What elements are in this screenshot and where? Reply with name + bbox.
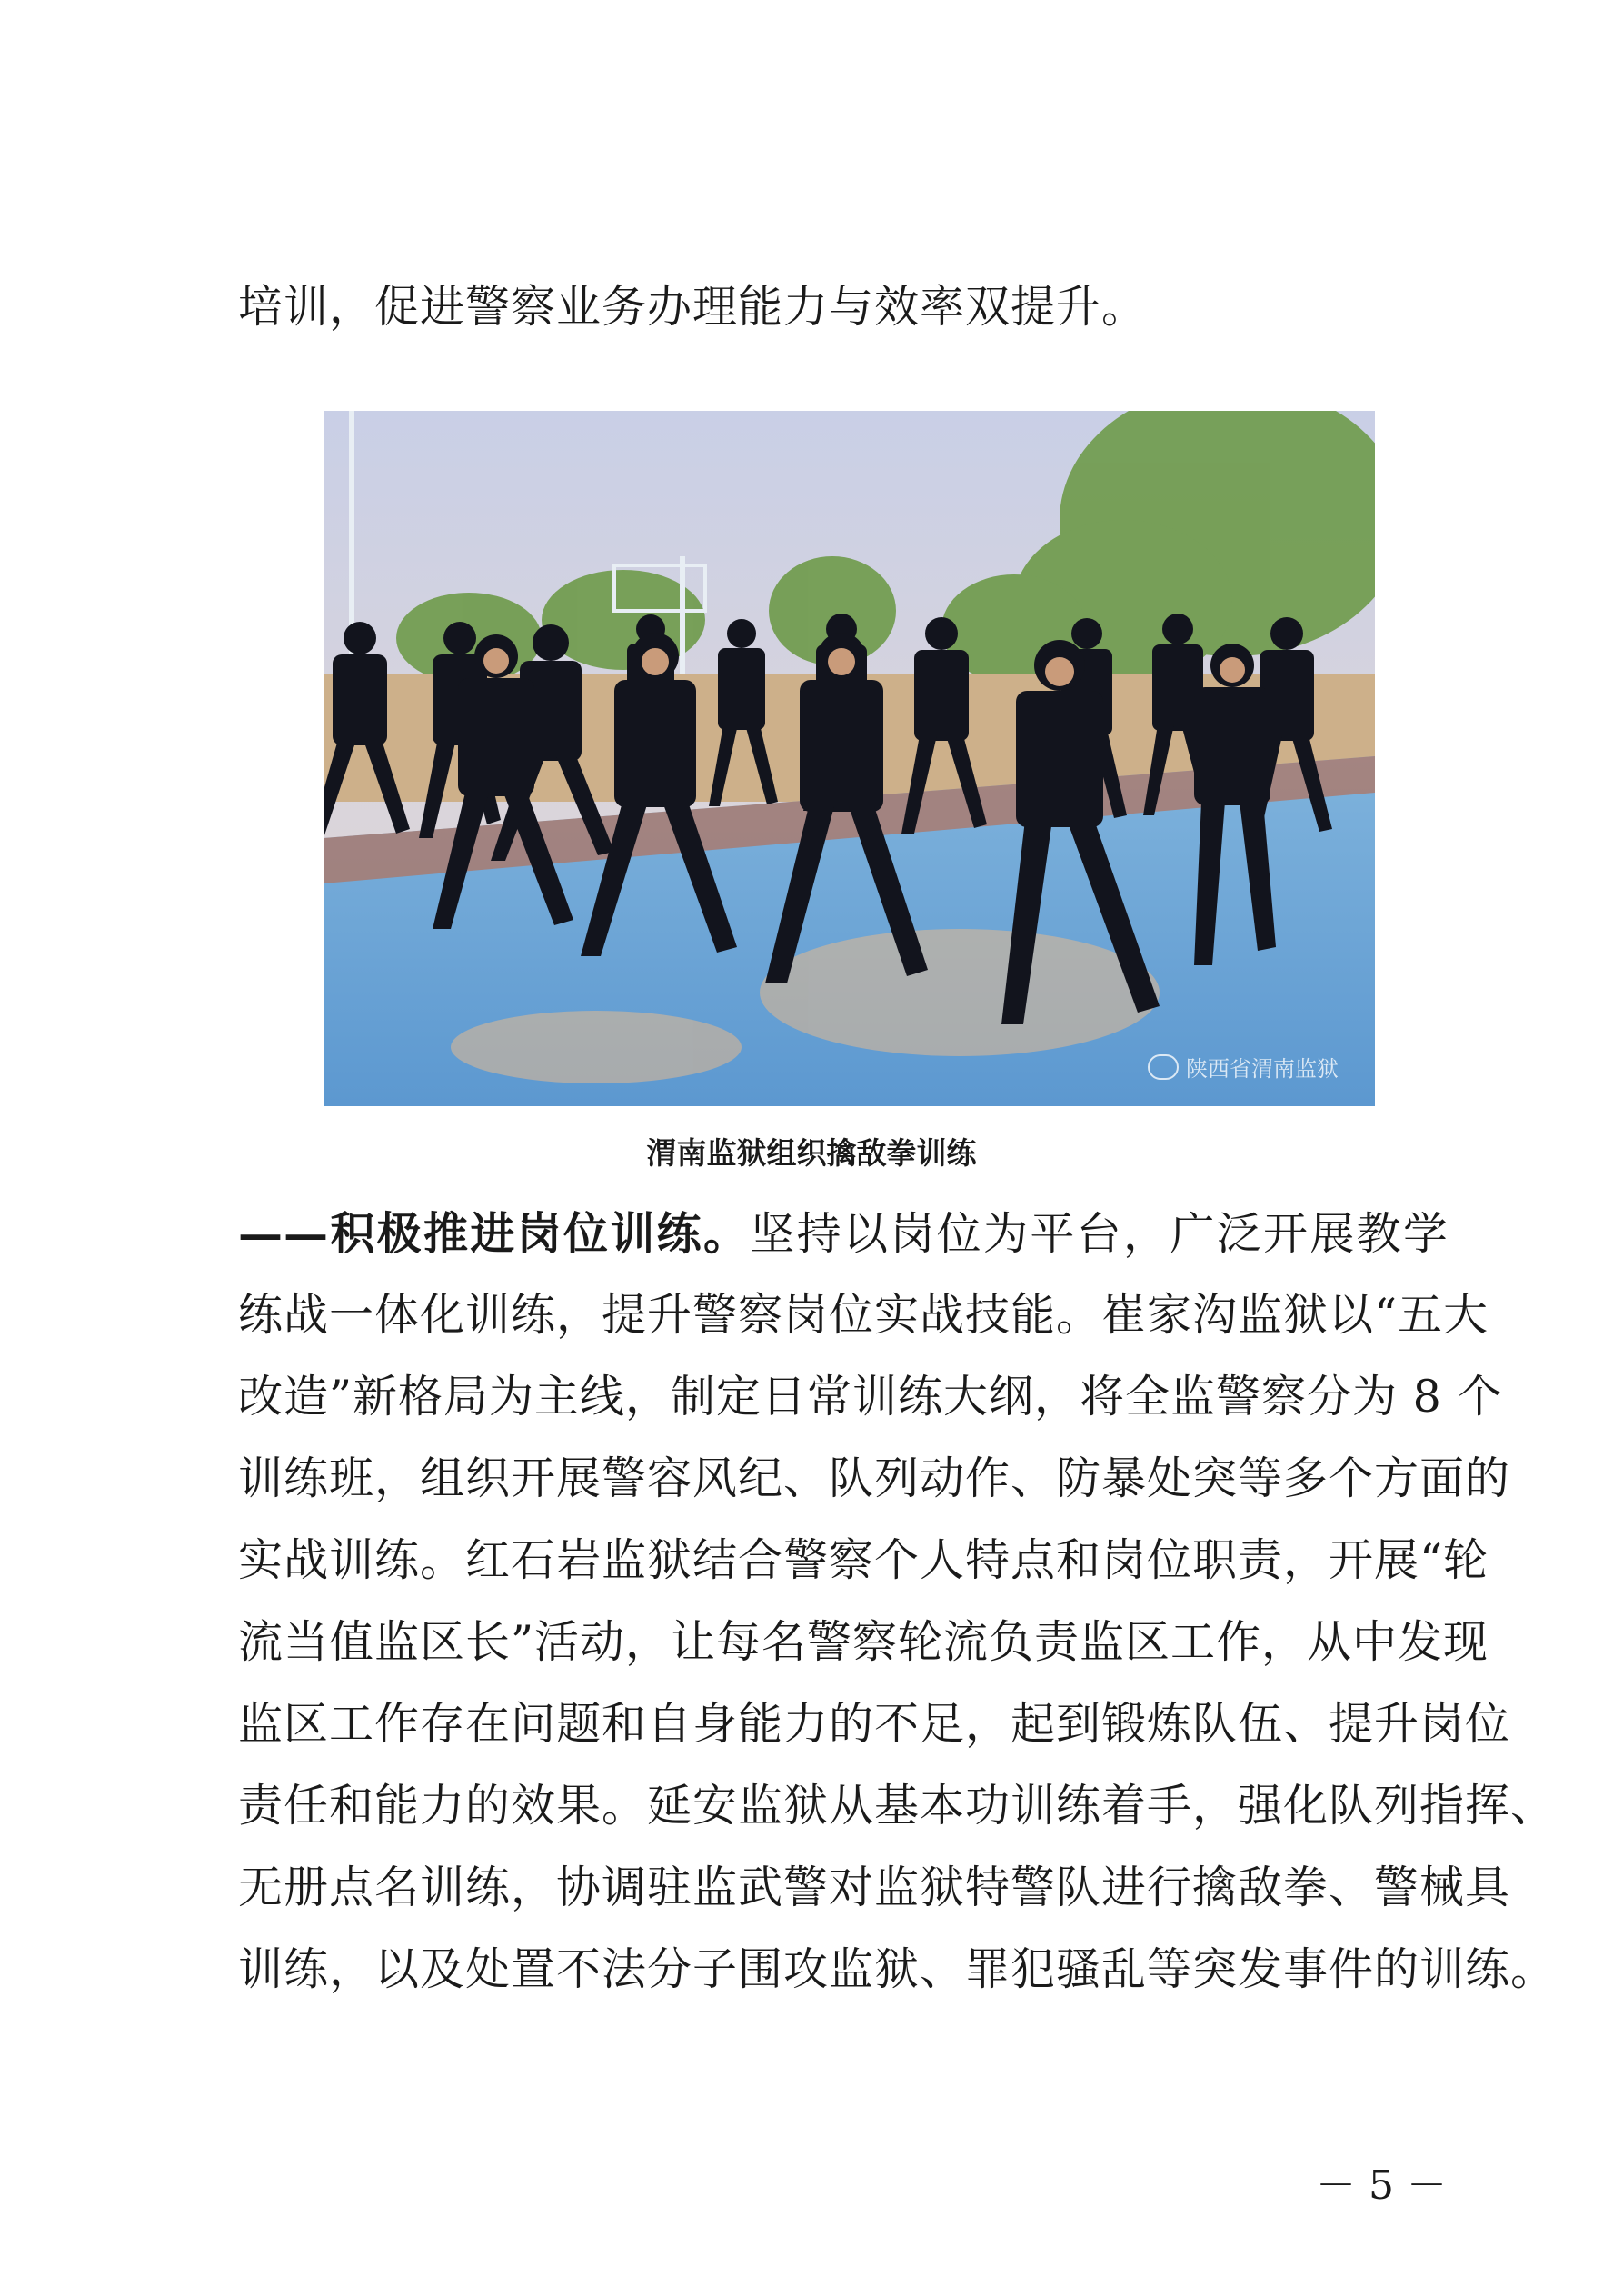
paragraph-line-3: 改造”新格局为主线，制定日常训练大纲，将全监警察分为 8 个 (238, 1371, 1503, 1423)
paragraph-line-10: 训练，以及处置不法分子围攻监狱、罪犯骚乱等突发事件的训练。 (238, 1943, 1557, 1995)
paragraph-line-7: 监区工作存在问题和自身能力的不足，起到锻炼队伍、提升岗位 (238, 1698, 1511, 1750)
paragraph-line-8: 责任和能力的效果。延安监狱从基本功训练着手，强化队列指挥、 (238, 1780, 1557, 1832)
text-line-top: 培训，促进警察业务办理能力与效率双提升。 (238, 281, 1148, 333)
paragraph-line-2: 练战一体化训练，提升警察岗位实战技能。崔家沟监狱以“五大 (238, 1289, 1489, 1341)
paragraph-line-1 (238, 1206, 1449, 1262)
paragraph-lead: ——积极推进岗位训练。 (238, 1207, 751, 1260)
wechat-icon (1148, 1054, 1179, 1080)
watermark-text: 陕西省渭南监狱 (1186, 1056, 1339, 1082)
paragraph-line-6: 流当值监区长”活动，让每名警察轮流负责监区工作，从中发现 (238, 1616, 1489, 1668)
paragraph-line-5: 实战训练。红石岩监狱结合警察个人特点和岗位职责，开展“轮 (238, 1534, 1489, 1586)
paragraph-line-1-text: 坚持以岗位为平台，广泛开展教学 (750, 1208, 1449, 1260)
training-photo (324, 411, 1375, 1106)
page-number: － 5 － (1316, 2162, 1447, 2209)
paragraph-line-9: 无册点名训练，协调驻监武警对监狱特警队进行擒敌拳、警械具 (238, 1862, 1511, 1913)
photo-caption: 渭南监狱组织擒敌拳训练 (646, 1135, 977, 1171)
photo-watermark (1148, 1051, 1339, 1083)
paragraph-line-4: 训练班，组织开展警容风纪、队列动作、防暴处突等多个方面的 (238, 1452, 1511, 1504)
